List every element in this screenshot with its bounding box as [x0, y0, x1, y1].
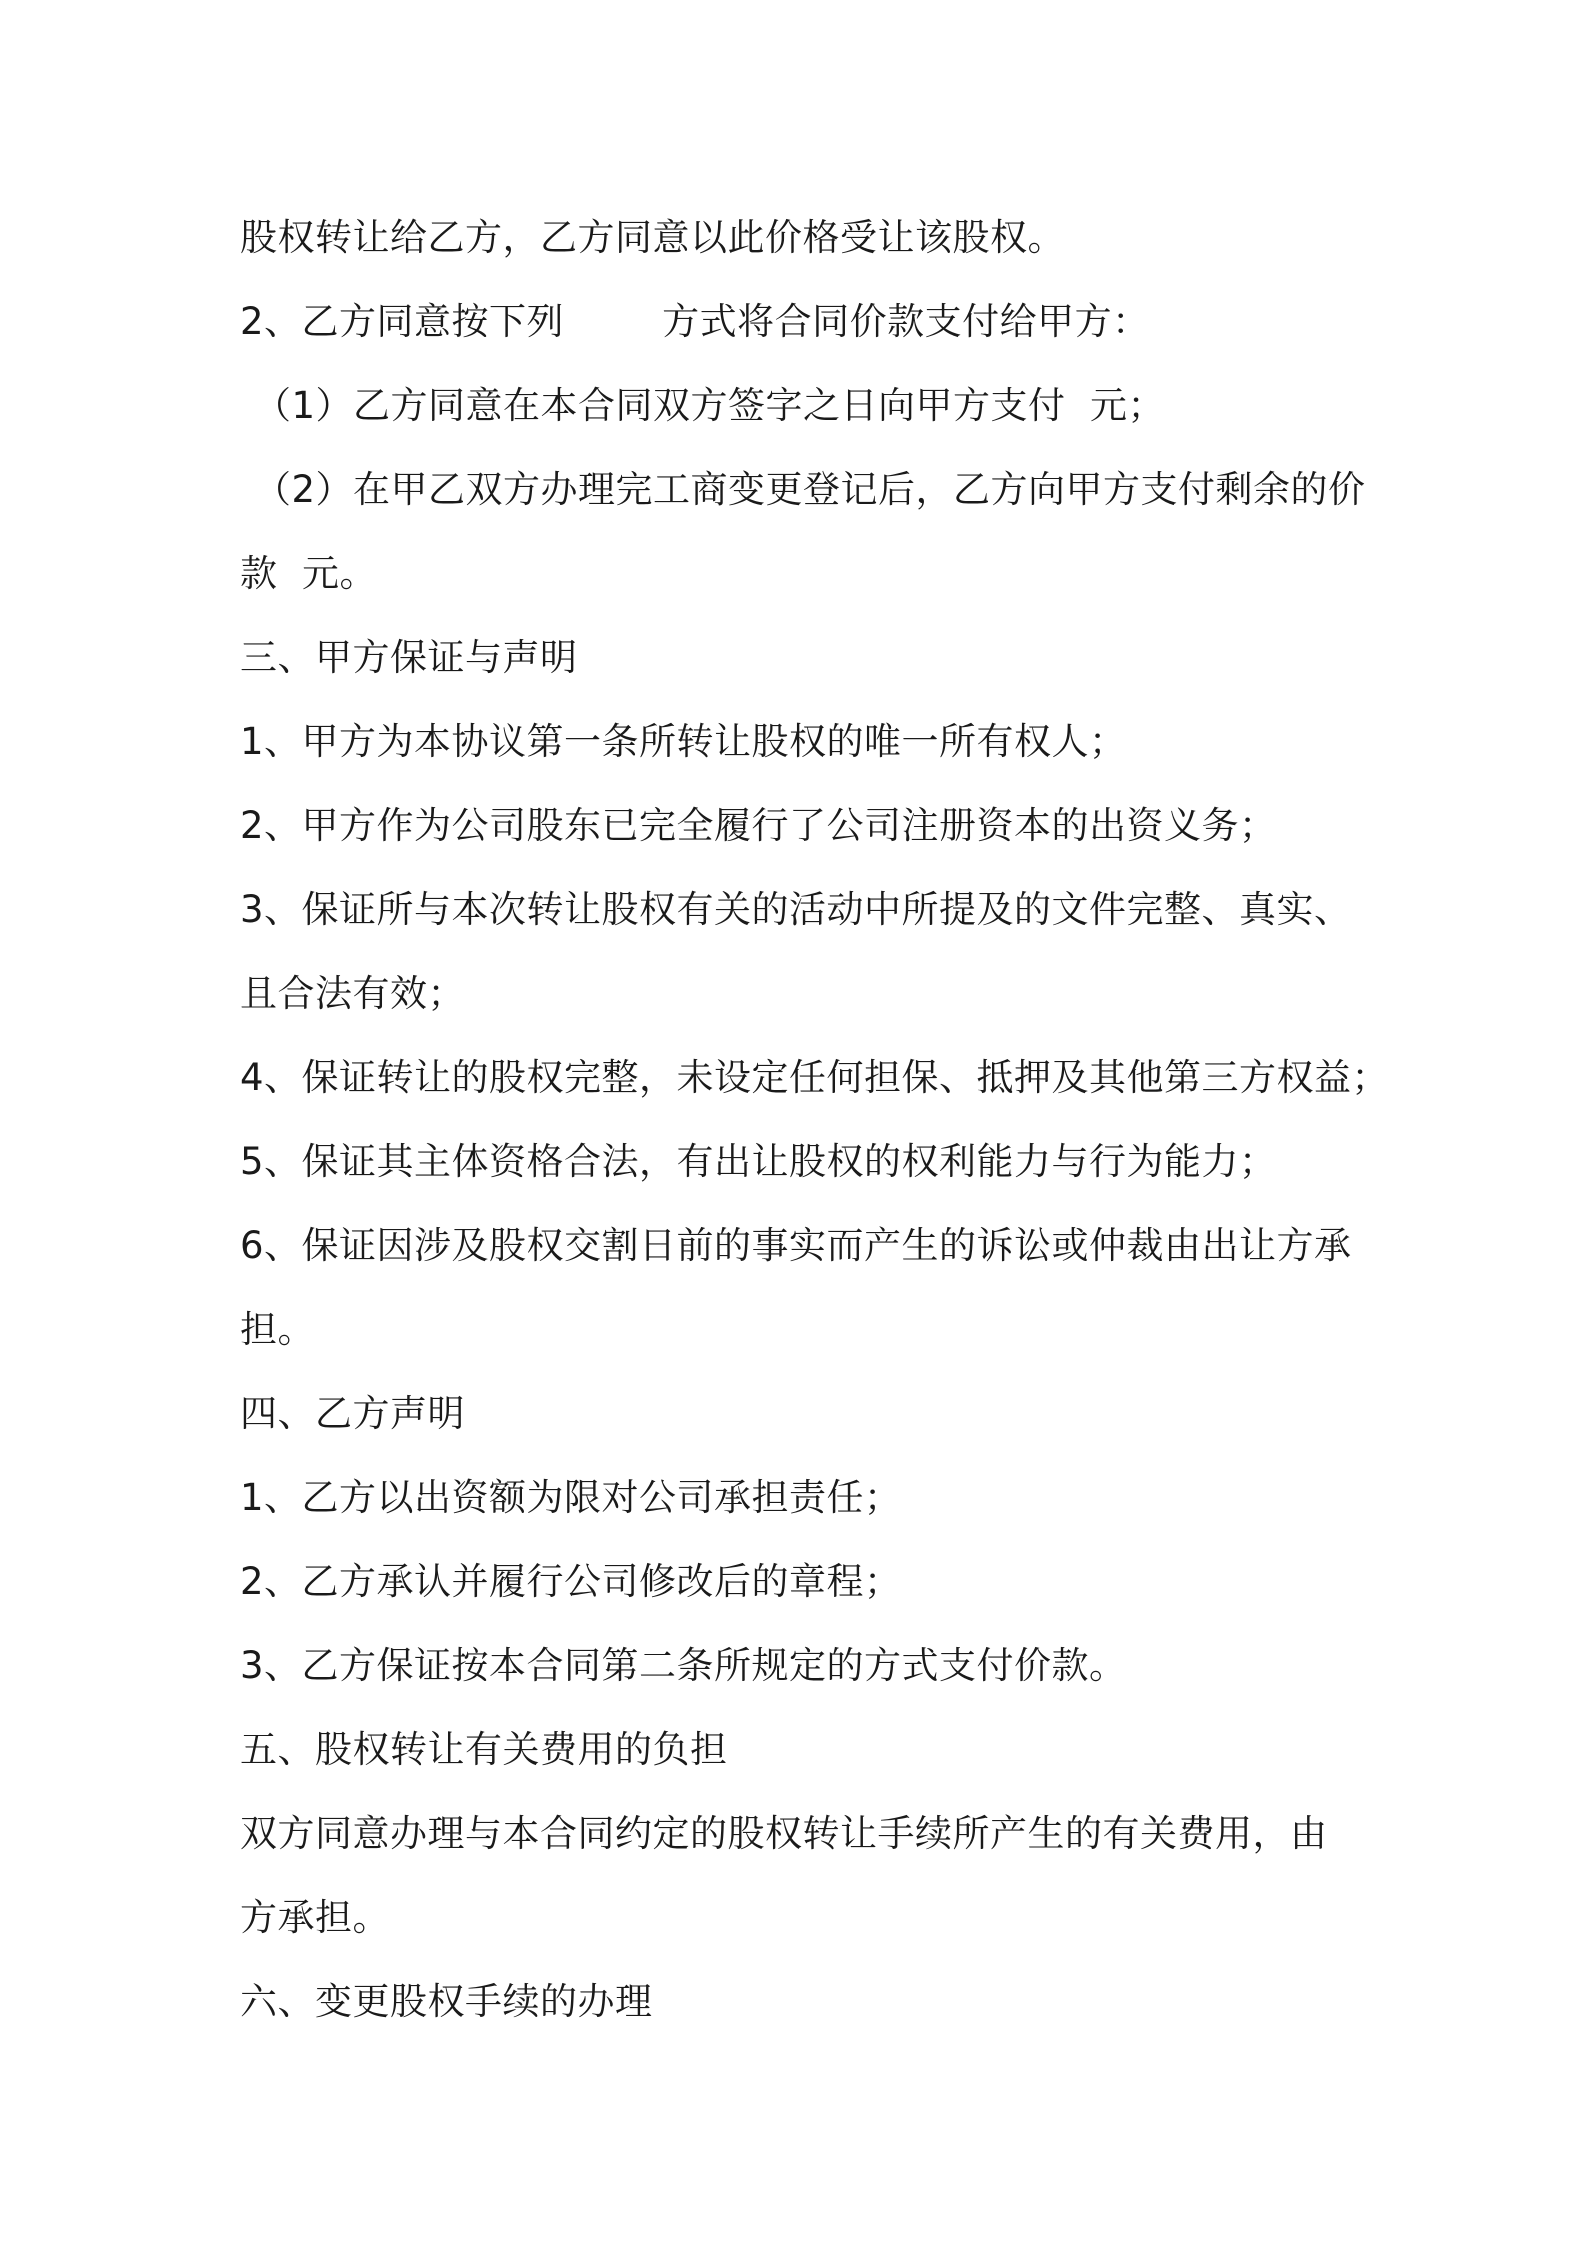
- text-line: 6、保证因涉及股权交割日前的事实而产生的诉讼或仲裁由出让方承: [240, 1224, 1352, 1267]
- text-line: 3、乙方保证按本合同第二条所规定的方式支付价款。: [240, 1644, 1127, 1687]
- text-line: 股权转让给乙方，乙方同意以此价格受让该股权。: [240, 216, 1065, 259]
- text-line: 且合法有效；: [240, 972, 465, 1015]
- text-line: 款 元。: [240, 552, 378, 595]
- text-line: （1）乙方同意在本合同双方签字之日向甲方支付 元；: [254, 384, 1166, 427]
- text-line: 5、保证其主体资格合法，有出让股权的权利能力与行为能力；: [240, 1140, 1277, 1183]
- text-line: （2）在甲乙双方办理完工商变更登记后，乙方向甲方支付剩余的价: [254, 468, 1366, 511]
- text-line: 担。: [240, 1308, 315, 1351]
- text-line: 2、乙方承认并履行公司修改后的章程；: [240, 1560, 902, 1603]
- document-body: [240, 196, 1390, 2044]
- section-heading: 五、股权转让有关费用的负担: [240, 1728, 728, 1771]
- text-line: 方承担。: [240, 1896, 390, 1939]
- section-heading: 三、甲方保证与声明: [240, 636, 578, 679]
- section-heading: 六、变更股权手续的办理: [240, 1980, 653, 2023]
- text-line: 1、甲方为本协议第一条所转让股权的唯一所有权人；: [240, 720, 1127, 763]
- text-line: 2、乙方同意按下列 方式将合同价款支付给甲方：: [240, 300, 1150, 343]
- text-line: 4、保证转让的股权完整，未设定任何担保、抵押及其他第三方权益；: [240, 1056, 1390, 1099]
- section-heading: 四、乙方声明: [240, 1392, 465, 1435]
- text-line: 双方同意办理与本合同约定的股权转让手续所产生的有关费用，由: [240, 1812, 1328, 1855]
- text-line: 1、乙方以出资额为限对公司承担责任；: [240, 1476, 902, 1519]
- text-line: 3、保证所与本次转让股权有关的活动中所提及的文件完整、真实、: [240, 888, 1352, 931]
- text-line: 2、甲方作为公司股东已完全履行了公司注册资本的出资义务；: [240, 804, 1277, 847]
